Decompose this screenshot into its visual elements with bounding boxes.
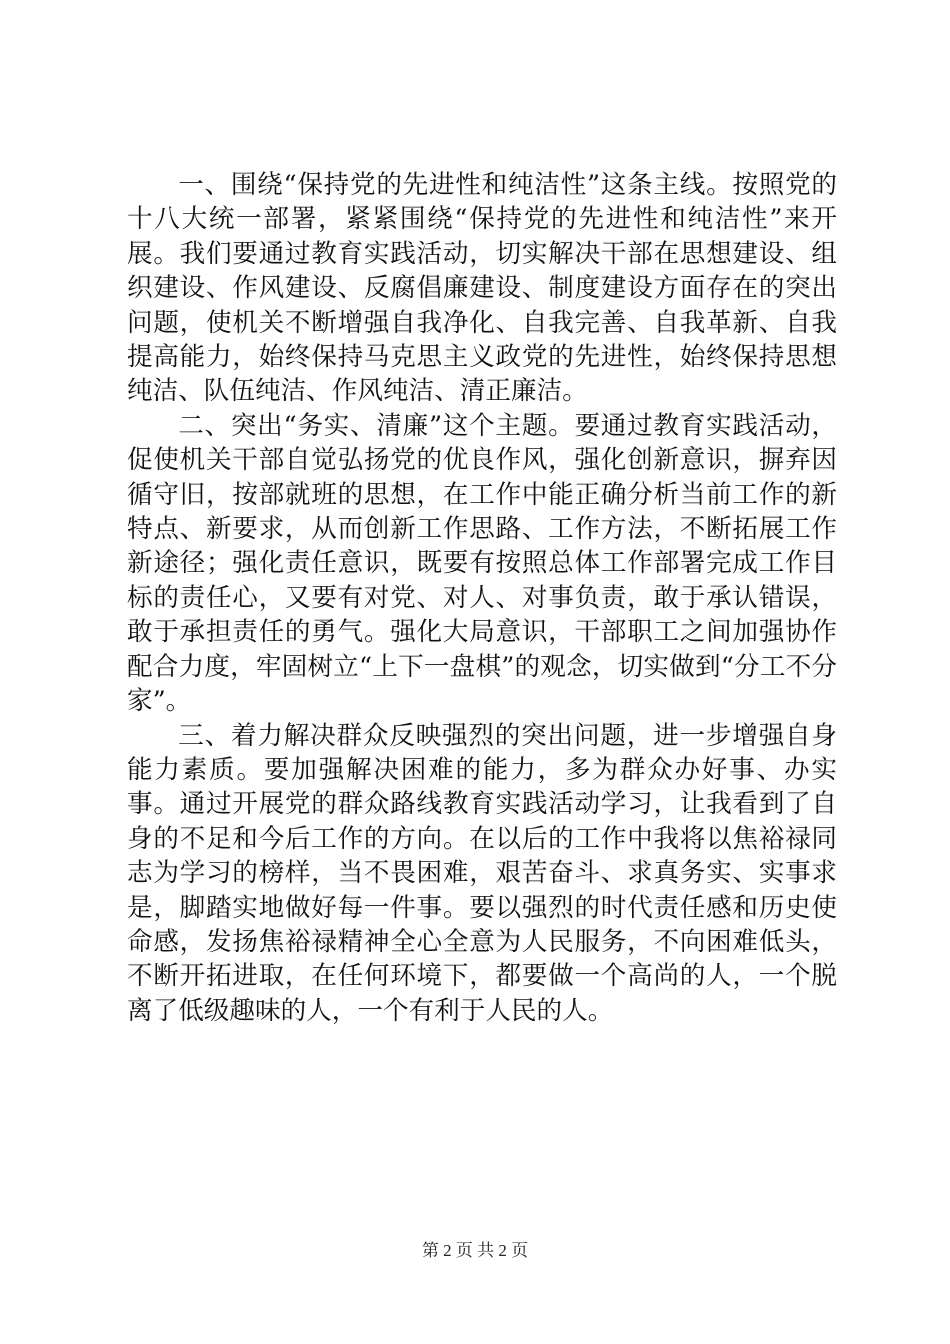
paragraph-1: 一、围绕“保持党的先进性和纯洁性”这条主线。按照党的十八大统一部署，紧紧围绕“保持党的先进性和纯洁性”来开展。我们要通过教育实践活动，切实解决干部在思想建设、组织建设、作风建设、反腐倡廉建设、制度建设方面存在的突出问题，使机关不断增强自我净化、自我完善、自我革新、自我提高能力，始终保持马克思主义政党的先进性，始终保持思想纯洁、队伍纯洁、作风纯洁、清正廉洁。 bbox=[127, 170, 837, 407]
page-number-footer: 第 2 页 共 2 页 bbox=[421, 1241, 529, 1260]
paragraph-3: 三、着力解决群众反映强烈的突出问题，进一步增强自身能力素质。要加强解决困难的能力，多为群众办好事、办实事。通过开展党的群众路线教育实践活动学习，让我看到了自身的不足和今后工作的方向。在以后的工作中我将以焦裕禄同志为学习的榜样，当不畏困难，艰苦奋斗、求真务实、实事求是，脚踏实地做好每一件事。要以强烈的时代责任感和历史使命感，发扬焦裕禄精神全心全意为人民服务，不向困难低头，不断开拓进取，在任何环境下，都要做一个高尚的人，一个脱离了低级趣味的人，一个有利于人民的人。 bbox=[127, 720, 837, 1026]
document-body bbox=[127, 168, 837, 1028]
paragraph-2: 二、突出“务实、清廉”这个主题。要通过教育实践活动，促使机关干部自觉弘扬党的优良作风，强化创新意识，摒弃因循守旧，按部就班的思想，在工作中能正确分析当前工作的新特点、新要求，从而创新工作思路、工作方法，不断拓展工作新途径；强化责任意识，既要有按照总体工作部署完成工作目标的责任心，又要有对党、对人、对事负责，敢于承认错误，敢于承担责任的勇气。强化大局意识，干部职工之间加强协作配合力度，牢固树立“上下一盘棋”的观念，切实做到“分工不分家”。 bbox=[127, 410, 837, 717]
